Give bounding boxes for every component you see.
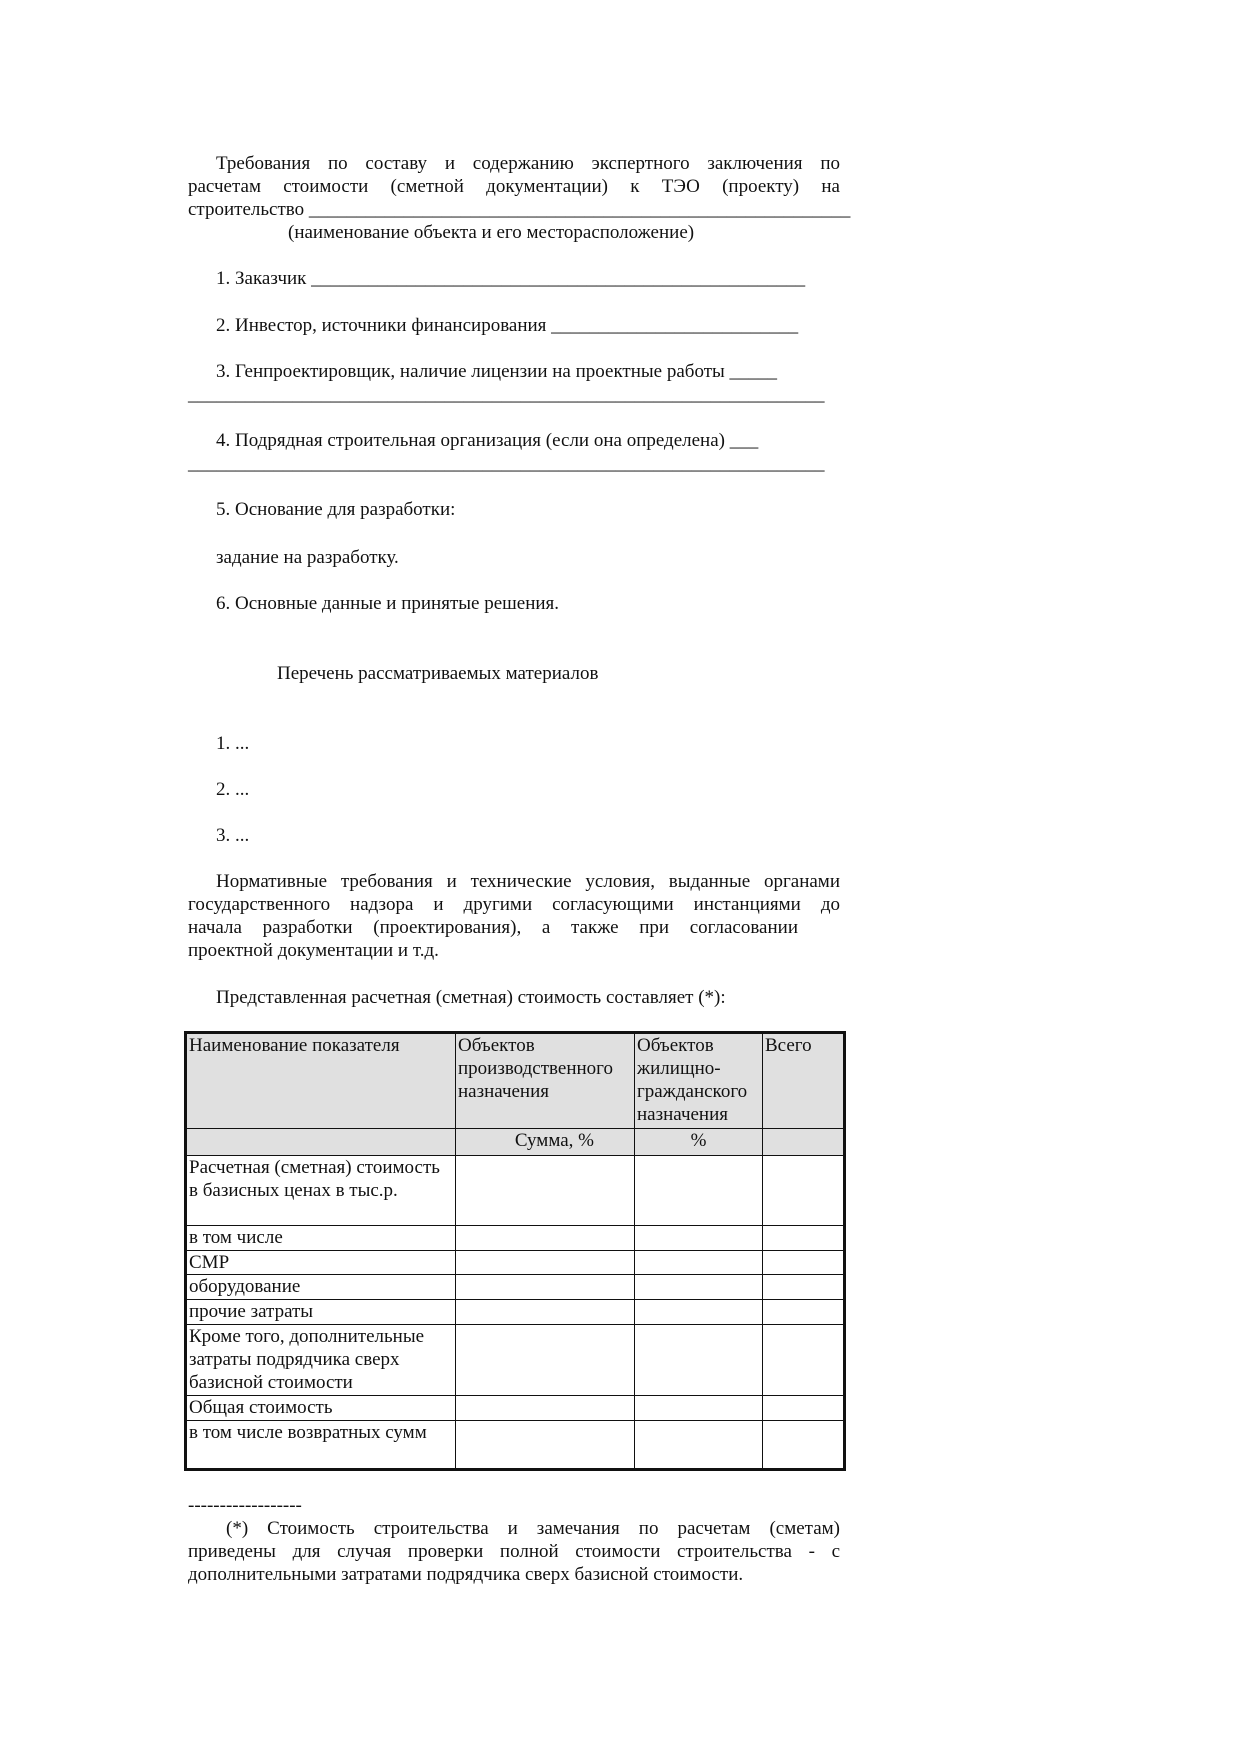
table-row xyxy=(186,1325,845,1396)
cost-table xyxy=(184,1031,846,1471)
header-cell: Всего xyxy=(763,1033,845,1129)
normative-line: проектной документации и т.д. xyxy=(188,940,439,961)
header-cell: Объектов производственного назначения xyxy=(456,1033,635,1129)
materials-item: 2. ... xyxy=(216,779,250,800)
cost-intro: Представленная расчетная (сметная) стоимость составляет (*): xyxy=(216,987,726,1008)
table-row xyxy=(186,1275,845,1300)
table-row xyxy=(186,1156,845,1226)
table-row xyxy=(186,1396,845,1421)
row-label: СМР xyxy=(186,1251,456,1275)
row-label: прочие затраты xyxy=(186,1300,456,1325)
table-row xyxy=(186,1300,845,1325)
materials-item: 3. ... xyxy=(216,825,250,846)
header-cell: Наименование показателя xyxy=(186,1033,456,1129)
normative-line: Нормативные требования и технические условия, выданные органами xyxy=(216,871,840,892)
table-header-row xyxy=(186,1033,845,1129)
item-designer: 3. Генпроектировщик, наличие лицензии на проектные работы _____ xyxy=(216,361,778,382)
footnote-separator: ------------------ xyxy=(188,1495,302,1516)
row-label: в том числе xyxy=(186,1226,456,1251)
item-investor: 2. Инвестор, источники финансирования __________________________ xyxy=(216,315,799,336)
item-contractor: 4. Подрядная строительная организация (если она определена) ___ xyxy=(216,430,759,451)
materials-item: 1. ... xyxy=(216,733,250,754)
subheader-cell xyxy=(763,1129,845,1156)
title-line-2: расчетам стоимости (сметной документации) к ТЭО (проекту) на xyxy=(188,176,840,197)
item-task: задание на разработку. xyxy=(216,547,399,568)
item-customer: 1. Заказчик ____________________________________________________ xyxy=(216,268,806,289)
footnote-line: (*) Стоимость строительства и замечания по расчетам (сметам) xyxy=(226,1518,840,1539)
item-main-data: 6. Основные данные и принятые решения. xyxy=(216,593,560,614)
header-cell: Объектов жилищно-гражданского назначения xyxy=(635,1033,763,1129)
footnote-line: дополнительными затратами подрядчика сверх базисной стоимости. xyxy=(188,1564,744,1585)
table-row xyxy=(186,1421,845,1470)
table-row xyxy=(186,1251,845,1275)
table-row xyxy=(186,1226,845,1251)
subheader-cell: % xyxy=(635,1129,763,1156)
item-basis: 5. Основание для разработки: xyxy=(216,499,456,520)
row-label: Общая стоимость xyxy=(186,1396,456,1421)
materials-heading: Перечень рассматриваемых материалов xyxy=(277,663,599,684)
title-line-3: строительство _________________________________________________________ xyxy=(188,199,851,220)
row-label: Кроме того, дополнительные затраты подрядчика сверх базисной стоимости xyxy=(186,1325,456,1396)
row-label: Расчетная (сметная) стоимость в базисных ценах в тыс.р. xyxy=(186,1156,456,1226)
normative-line: начала разработки (проектирования), а также при согласовании xyxy=(188,917,798,938)
footnote-line: приведены для случая проверки полной стоимости строительства - с xyxy=(188,1541,840,1562)
table-subheader-row xyxy=(186,1129,845,1156)
normative-line: государственного надзора и другими согласующими инстанциями до xyxy=(188,894,840,915)
row-label: в том числе возвратных сумм xyxy=(186,1421,456,1470)
title-caption: (наименование объекта и его месторасположение) xyxy=(288,222,695,243)
row-label: оборудование xyxy=(186,1275,456,1300)
subheader-cell: Сумма, % xyxy=(456,1129,635,1156)
item-contractor-line: ___________________________________________________________________ xyxy=(188,453,825,474)
title-line-1: Требования по составу и содержанию экспертного заключения по xyxy=(216,153,840,174)
item-designer-line: ___________________________________________________________________ xyxy=(188,384,825,405)
subheader-cell xyxy=(186,1129,456,1156)
